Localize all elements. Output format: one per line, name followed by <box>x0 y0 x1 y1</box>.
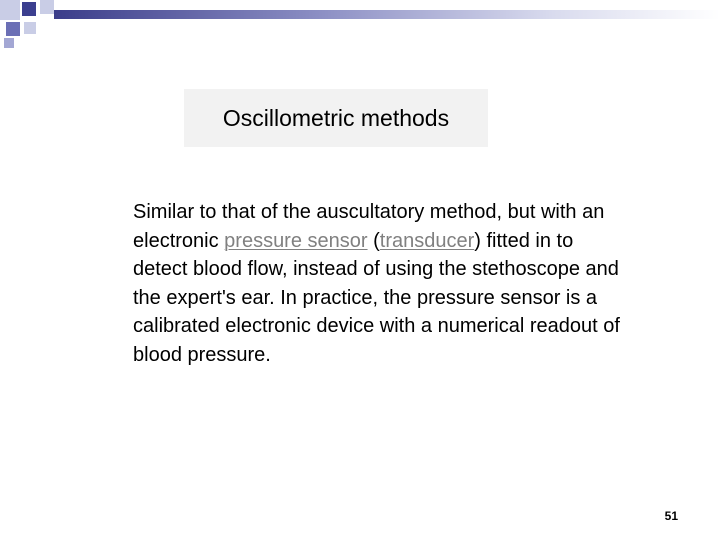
transducer-link[interactable]: transducer <box>379 229 475 252</box>
header-gradient-bar <box>54 10 720 19</box>
body-text-part: ) fitted in to detect blood flow, instead of using the stethoscope and the expert's ear. In practice, the pressure sensor is a calibrated electronic device with a numerical readout of blood pressure. <box>133 229 620 366</box>
decorative-square <box>40 0 54 14</box>
body-text-part: Similar to that of the auscultatory method, but with an electronic <box>133 201 605 252</box>
body-text-part: ( <box>367 229 380 252</box>
slide-title: Oscillometric methods <box>222 104 450 131</box>
decorative-square <box>0 0 20 20</box>
decorative-square <box>4 38 14 48</box>
slide-body-text <box>133 198 633 370</box>
decorative-square <box>22 2 36 16</box>
page-number: 51 <box>664 509 678 523</box>
decorative-square <box>24 22 36 34</box>
decorative-square <box>6 22 20 36</box>
pressure-sensor-link[interactable]: pressure sensor <box>224 229 368 252</box>
slide-title-box <box>184 89 488 147</box>
